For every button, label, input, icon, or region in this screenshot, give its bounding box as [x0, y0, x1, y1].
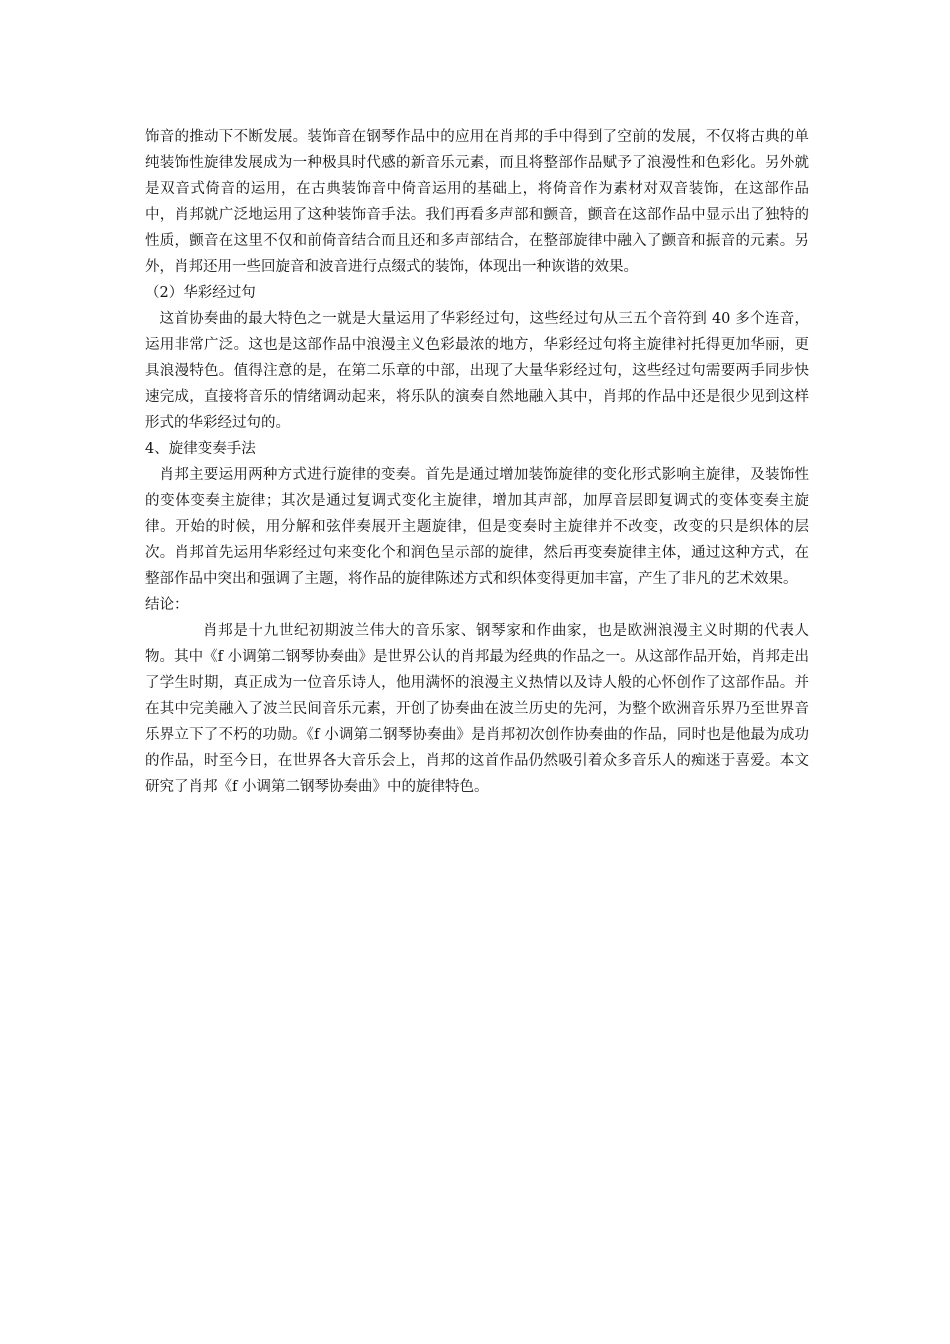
paragraph-ornament: 饰音的推动下不断发展。装饰音在钢琴作品中的应用在肖邦的手中得到了空前的发展，不仅将古典的单纯装饰性旋律发展成为一种极具时代感的新音乐元素，而且将整部作品赋予了浪漫性和色彩化。另外就是双音式倚音的运用，在古典装饰音中倚音运用的基础上，将倚音作为素材对双音装饰，在这部作品中，肖邦就广泛地运用了这种装饰音手法。我们再看多声部和颤音，颤音在这部作品中显示出了独特的性质，颤音在这里不仅和前倚音结合而且还和多声部结合，在整部旋律中融入了颤音和振音的元素。另外，肖邦还用一些回旋音和波音进行点缀式的装饰，体现出一种诙谐的效果。 — [145, 129, 809, 275]
document-body — [145, 124, 809, 800]
section-heading-variation: 4、旋律变奏手法 — [145, 441, 256, 457]
paragraph-variation: 肖邦主要运用两种方式进行旋律的变奏。首先是通过增加装饰旋律的变化形式影响主旋律，及装饰性的变体变奏主旋律；其次是通过复调式变化主旋律，增加其声部，加厚音层即复调式的变体变奏主旋律。开始的时候，用分解和弦伴奏展开主题旋律，但是变奏时主旋律并不改变，改变的只是织体的层次。肖邦首先运用华彩经过句来变化个和润色呈示部的旋律，然后再变奏旋律主体，通过这种方式，在整部作品中突出和强调了主题，将作品的旋律陈述方式和织体变得更加丰富，产生了非凡的艺术效果。 — [145, 467, 809, 587]
paragraph-cadenza: 这首协奏曲的最大特色之一就是大量运用了华彩经过句，这些经过句从三五个音符到 40 多个连音，运用非常广泛。这也是这部作品中浪漫主义色彩最浓的地方，华彩经过句将主旋律衬托得更加华丽，更具浪漫特色。值得注意的是，在第二乐章的中部，出现了大量华彩经过句，这些经过句需要两手同步快速完成，直接将音乐的情绪调动起来，将乐队的演奏自然地融入其中，肖邦的作品中还是很少见到这样形式的华彩经过句的。 — [145, 311, 809, 431]
section-heading-cadenza: （2）华彩经过句 — [145, 285, 256, 301]
paragraph-conclusion: 肖邦是十九世纪初期波兰伟大的音乐家、钢琴家和作曲家，也是欧洲浪漫主义时期的代表人物。其中《f 小调第二钢琴协奏曲》是世界公认的肖邦最为经典的作品之一。从这部作品开始，肖邦走出了学生时期，真正成为一位音乐诗人，他用满怀的浪漫主义热情以及诗人般的心怀创作了这部作品。并在其中完美融入了波兰民间音乐元素，开创了协奏曲在波兰历史的先河，为整个欧洲音乐界乃至世界音乐界立下了不朽的功勋。《f 小调第二钢琴协奏曲》是肖邦初次创作协奏曲的作品，同时也是他最为成功的作品，时至今日，在世界各大音乐会上，肖邦的这首作品仍然吸引着众多音乐人的痴迷于喜爱。本文研究了肖邦《f 小调第二钢琴协奏曲》中的旋律特色。 — [145, 623, 809, 795]
section-heading-conclusion: 结论： — [145, 597, 189, 613]
